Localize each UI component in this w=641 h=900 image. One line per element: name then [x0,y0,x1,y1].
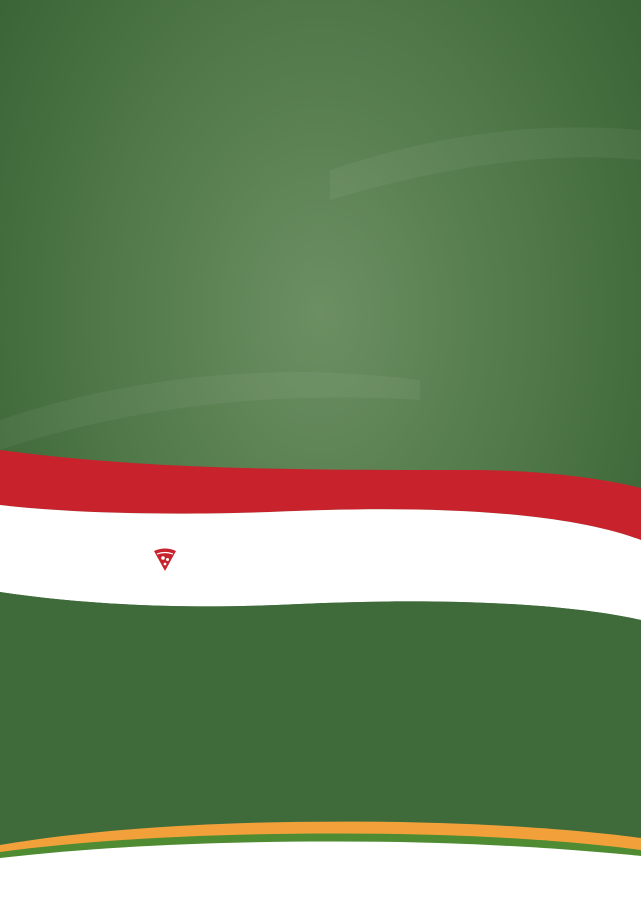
pizza-slice-icon [152,546,178,572]
white-pizza-heading [0,542,641,546]
